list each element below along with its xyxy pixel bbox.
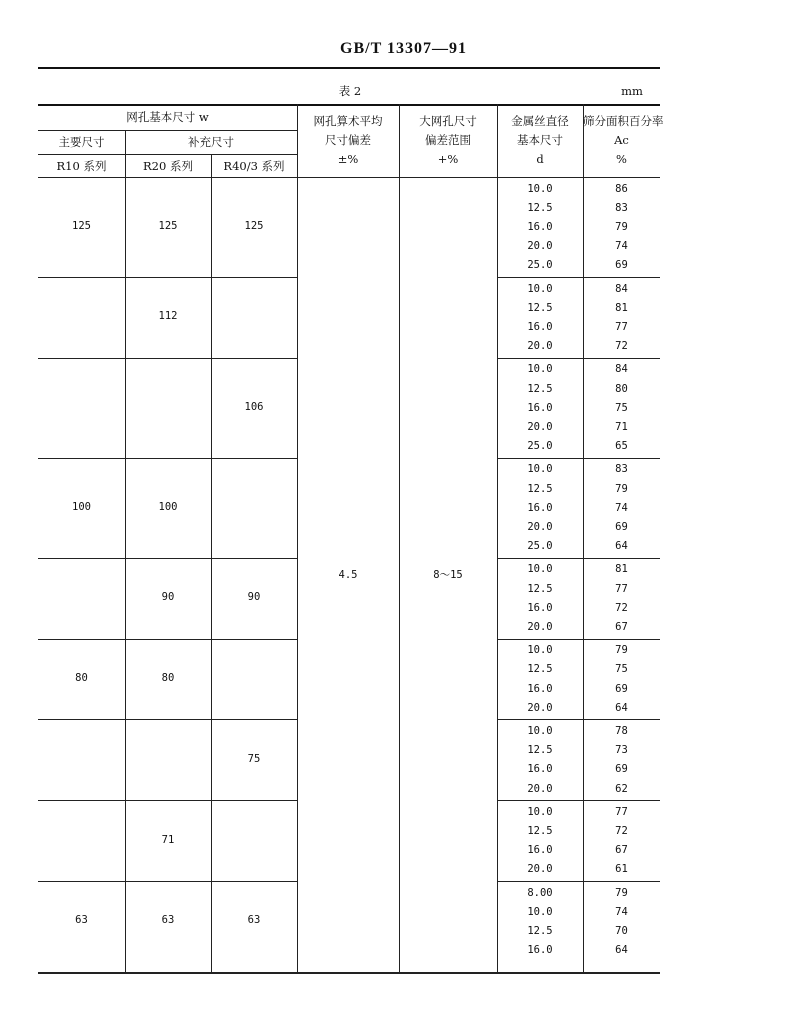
wire-diameter: 10.0 bbox=[527, 363, 553, 376]
area-percent: 79 bbox=[615, 644, 628, 657]
wire-diameter: 20.0 bbox=[527, 621, 553, 633]
area-percent: 67 bbox=[615, 844, 628, 857]
area-percent: 67 bbox=[615, 621, 628, 633]
area-percent: 79 bbox=[615, 221, 628, 233]
area-percent: 86 bbox=[615, 182, 628, 195]
group-separator-right bbox=[497, 277, 660, 278]
header-r10: R10 系列 bbox=[56, 159, 107, 173]
mesh-r40: 125 bbox=[244, 220, 264, 232]
mesh-r10: 63 bbox=[75, 914, 88, 927]
area-percent: 84 bbox=[615, 363, 628, 376]
wire-diameter: 16.0 bbox=[527, 944, 553, 957]
wire-diameter: 16.0 bbox=[527, 221, 553, 233]
header-large-1: 偏差范围 bbox=[425, 133, 471, 147]
group-separator-left bbox=[38, 277, 297, 278]
group-separator-left bbox=[38, 358, 297, 359]
area-percent: 69 bbox=[615, 763, 628, 776]
area-percent: 62 bbox=[615, 782, 628, 795]
group-separator-right bbox=[497, 881, 660, 882]
wire-diameter: 12.5 bbox=[527, 925, 553, 937]
wire-diameter: 12.5 bbox=[527, 582, 553, 595]
wire-diameter: 12.5 bbox=[527, 663, 553, 676]
table-bottom-rule bbox=[38, 972, 660, 974]
area-percent: 80 bbox=[615, 382, 628, 395]
header-r40: R40/3 系列 bbox=[223, 159, 285, 173]
header-large-0: 大网孔尺寸 bbox=[419, 114, 477, 128]
header-avg-1: 尺寸偏差 bbox=[325, 133, 371, 147]
mesh-r20: 125 bbox=[158, 220, 178, 232]
area-percent: 79 bbox=[615, 482, 628, 495]
header-group: 网孔基本尺寸 w bbox=[126, 110, 209, 124]
area-percent: 72 bbox=[615, 601, 628, 614]
wire-diameter: 16.0 bbox=[527, 321, 553, 333]
area-percent: 72 bbox=[615, 340, 628, 353]
header-area-1: Ac bbox=[614, 133, 629, 147]
group-separator-right bbox=[497, 458, 660, 459]
wire-diameter: 16.0 bbox=[527, 501, 553, 514]
area-percent: 69 bbox=[615, 259, 628, 272]
wire-diameter: 10.0 bbox=[527, 463, 553, 476]
area-percent: 77 bbox=[615, 805, 628, 818]
group-separator-left bbox=[38, 719, 297, 720]
wire-diameter: 25.0 bbox=[527, 440, 553, 453]
vline-avg bbox=[297, 104, 298, 972]
group-separator-right bbox=[497, 358, 660, 359]
mesh-r20: 71 bbox=[161, 833, 175, 846]
area-percent: 83 bbox=[615, 201, 628, 214]
mesh-r10: 125 bbox=[72, 220, 91, 232]
mesh-r20: 63 bbox=[161, 914, 175, 927]
area-percent: 79 bbox=[615, 886, 628, 899]
vline-r10-body bbox=[125, 177, 126, 972]
area-percent: 73 bbox=[615, 744, 628, 757]
area-percent: 61 bbox=[615, 863, 628, 876]
wire-diameter: 25.0 bbox=[527, 259, 553, 272]
area-percent: 69 bbox=[615, 521, 628, 533]
area-percent: 64 bbox=[615, 540, 628, 553]
wire-diameter: 16.0 bbox=[527, 601, 553, 614]
mesh-r40: 106 bbox=[244, 400, 264, 413]
header-line-2 bbox=[38, 154, 297, 155]
area-percent: 64 bbox=[615, 701, 628, 714]
mesh-r20: 80 bbox=[161, 672, 175, 684]
wire-diameter: 10.0 bbox=[527, 563, 553, 576]
wire-diameter: 20.0 bbox=[527, 421, 553, 433]
header-supp: 补充尺寸 bbox=[188, 135, 234, 149]
wire-diameter: 20.0 bbox=[527, 521, 553, 533]
mesh-r40: 75 bbox=[247, 752, 261, 765]
table-unit: mm bbox=[621, 84, 643, 98]
wire-diameter: 20.0 bbox=[527, 340, 553, 353]
avg-deviation-value: 4.5 bbox=[338, 569, 358, 581]
wire-diameter: 12.5 bbox=[527, 301, 553, 314]
mesh-r20: 100 bbox=[158, 500, 178, 513]
group-separator-left bbox=[38, 458, 297, 459]
mesh-r10: 100 bbox=[72, 500, 91, 513]
header-area-0: 筛分面积百分率 bbox=[583, 114, 664, 128]
mesh-r40: 63 bbox=[247, 914, 261, 927]
vline-area bbox=[583, 104, 584, 972]
wire-diameter: 10.0 bbox=[527, 805, 553, 818]
group-separator-left bbox=[38, 639, 297, 640]
header-wire-1: 基本尺寸 bbox=[517, 133, 563, 147]
area-percent: 81 bbox=[615, 301, 628, 314]
wire-diameter: 20.0 bbox=[527, 782, 553, 795]
group-separator-left bbox=[38, 881, 297, 882]
header-line-1 bbox=[38, 130, 297, 131]
group-separator-right bbox=[497, 719, 660, 720]
table-caption: 表 2 bbox=[338, 84, 362, 98]
group-separator-right bbox=[497, 800, 660, 801]
vline-r20-body bbox=[211, 177, 212, 972]
wire-diameter: 12.5 bbox=[527, 482, 553, 495]
mesh-r40: 90 bbox=[247, 591, 261, 604]
wire-diameter: 16.0 bbox=[527, 401, 553, 414]
area-percent: 83 bbox=[615, 463, 628, 476]
group-separator-right bbox=[497, 558, 660, 559]
vline-large bbox=[399, 104, 400, 972]
header-r20: R20 系列 bbox=[143, 159, 193, 173]
wire-diameter: 12.5 bbox=[527, 744, 553, 757]
header-avg-0: 网孔算术平均 bbox=[313, 114, 383, 128]
wire-diameter: 20.0 bbox=[527, 701, 553, 714]
wire-diameter: 10.0 bbox=[527, 905, 553, 918]
wire-diameter: 12.5 bbox=[527, 825, 553, 837]
area-percent: 65 bbox=[615, 440, 628, 453]
wire-diameter: 12.5 bbox=[527, 382, 553, 395]
mesh-r10: 80 bbox=[75, 672, 88, 684]
area-percent: 71 bbox=[615, 421, 628, 433]
header-avg-2: ±% bbox=[337, 152, 359, 166]
wire-diameter: 16.0 bbox=[527, 682, 553, 695]
area-percent: 78 bbox=[615, 725, 628, 737]
wire-diameter: 10.0 bbox=[527, 725, 553, 737]
area-percent: 75 bbox=[615, 663, 628, 676]
wire-diameter: 20.0 bbox=[527, 240, 553, 253]
large-deviation-value: 8～15 bbox=[433, 569, 463, 581]
area-percent: 74 bbox=[615, 501, 628, 514]
group-separator-right bbox=[497, 639, 660, 640]
area-percent: 72 bbox=[615, 825, 628, 837]
mesh-r20: 90 bbox=[161, 591, 175, 604]
wire-diameter: 16.0 bbox=[527, 763, 553, 776]
document-header-code: GB/T 13307—91 bbox=[340, 40, 467, 57]
area-percent: 69 bbox=[615, 682, 628, 695]
table-top-rule bbox=[38, 104, 660, 106]
area-percent: 77 bbox=[615, 321, 628, 333]
area-percent: 77 bbox=[615, 582, 628, 595]
area-percent: 74 bbox=[615, 240, 628, 253]
wire-diameter: 25.0 bbox=[527, 540, 553, 553]
area-percent: 74 bbox=[615, 905, 628, 918]
wire-diameter: 20.0 bbox=[527, 863, 553, 876]
area-percent: 64 bbox=[615, 944, 628, 957]
wire-diameter: 16.0 bbox=[527, 844, 553, 857]
wire-diameter: 10.0 bbox=[527, 182, 553, 195]
area-percent: 81 bbox=[615, 563, 628, 576]
wire-diameter: 10.0 bbox=[527, 644, 553, 657]
area-percent: 75 bbox=[615, 401, 628, 414]
header-main: 主要尺寸 bbox=[58, 135, 105, 149]
header-area-2: % bbox=[616, 152, 627, 166]
vline-wire bbox=[497, 104, 498, 972]
wire-diameter: 12.5 bbox=[527, 201, 553, 214]
area-percent: 84 bbox=[615, 282, 628, 295]
header-rule bbox=[38, 67, 660, 69]
header-bottom-line bbox=[38, 177, 660, 178]
header-large-2: +% bbox=[437, 152, 459, 166]
header-wire-0: 金属丝直径 bbox=[511, 114, 569, 128]
header-wire-2: d bbox=[536, 152, 544, 166]
mesh-r20: 112 bbox=[158, 310, 178, 323]
wire-diameter: 10.0 bbox=[527, 282, 553, 295]
group-separator-left bbox=[38, 800, 297, 801]
area-percent: 70 bbox=[615, 925, 628, 937]
group-separator-left bbox=[38, 558, 297, 559]
wire-diameter: 8.00 bbox=[527, 886, 553, 899]
